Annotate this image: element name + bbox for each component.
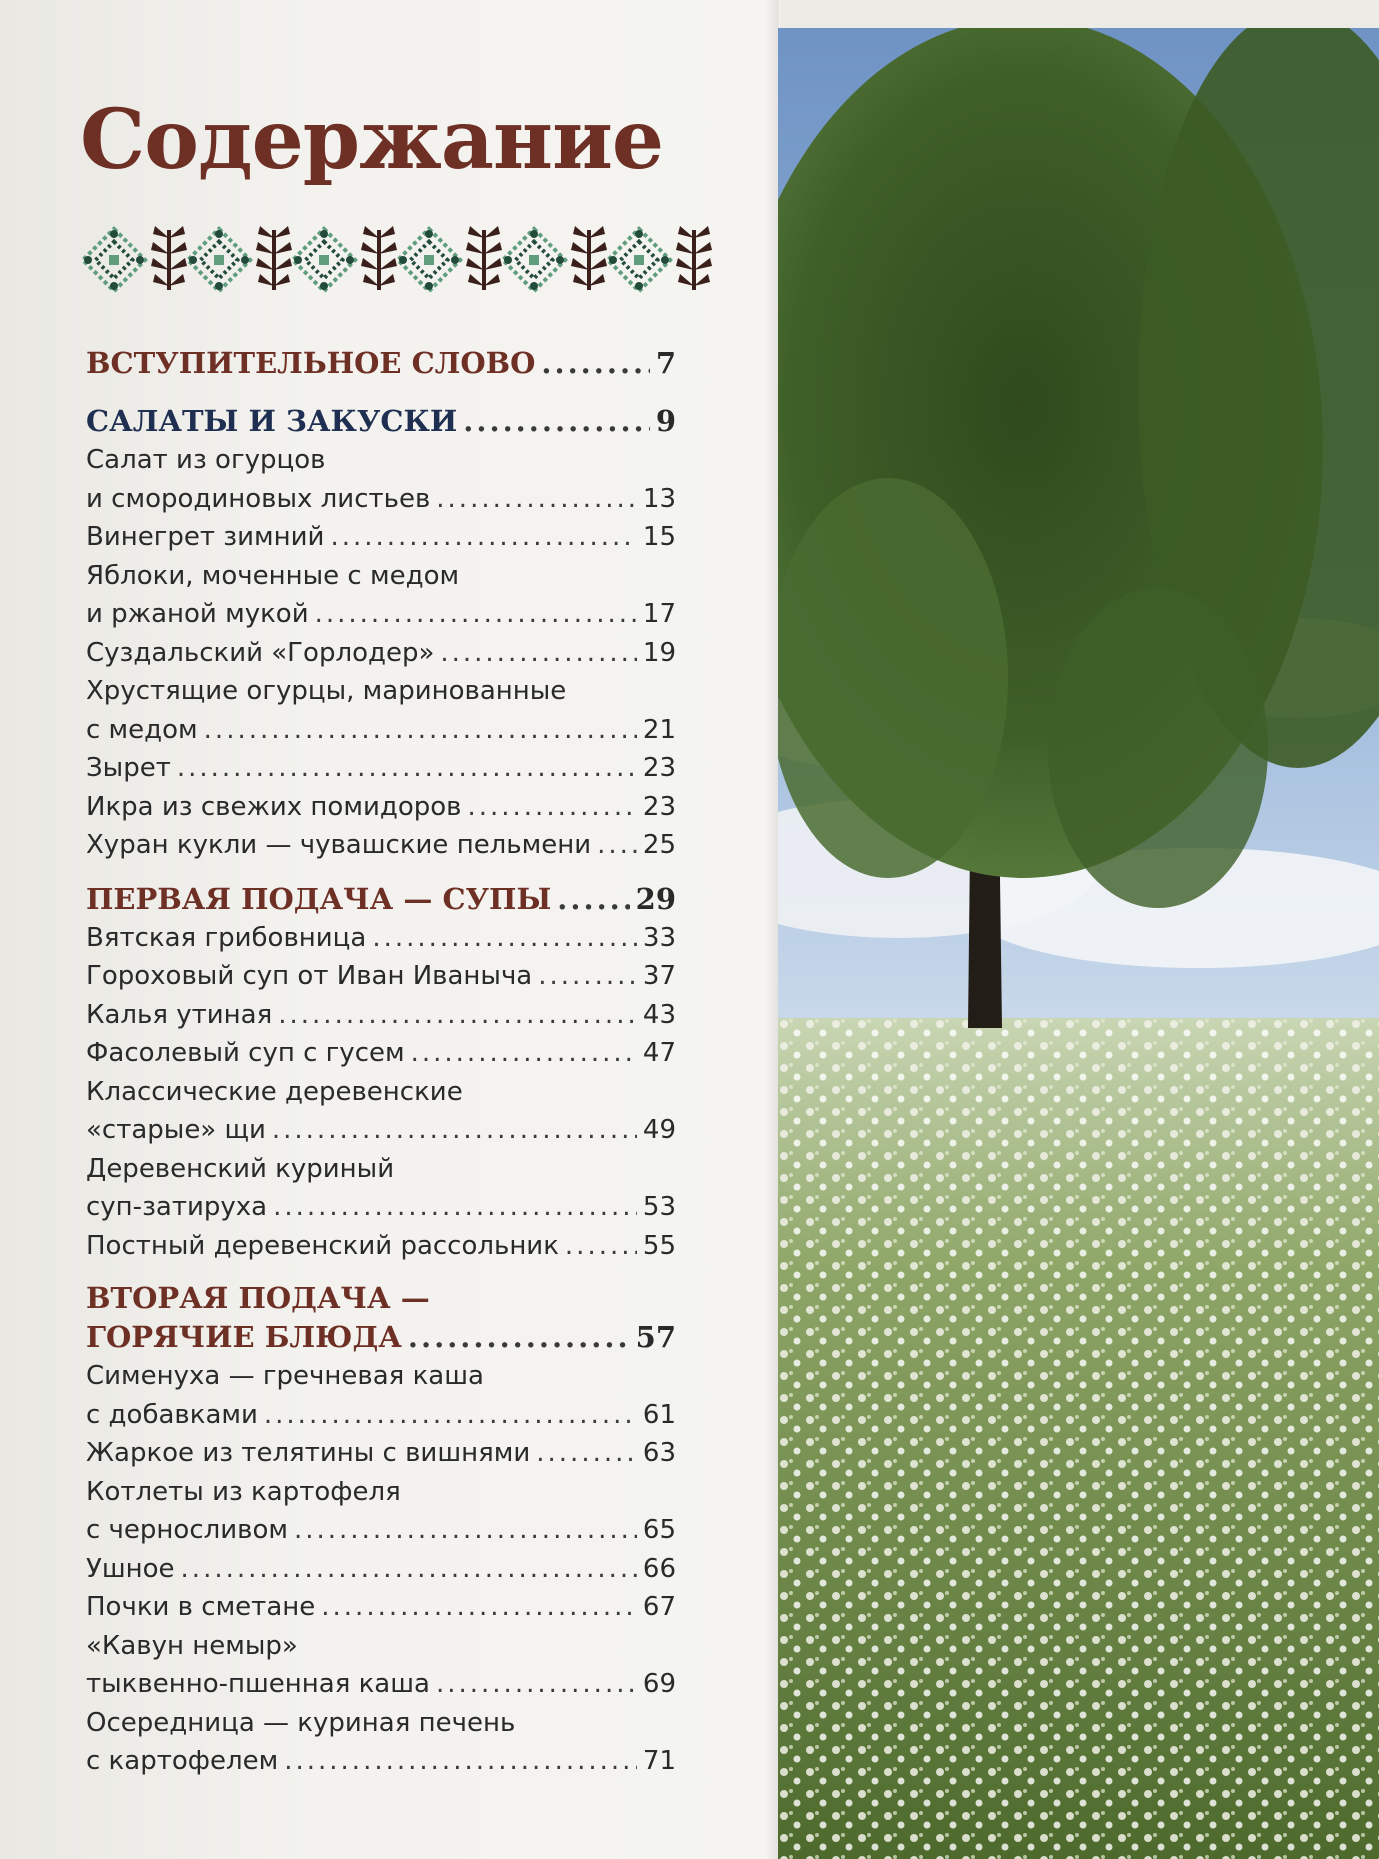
- toc-item[interactable]: [86, 672, 676, 749]
- page-title: Содержание: [80, 92, 664, 188]
- leader-dots: [411, 1034, 637, 1073]
- item-page: 23: [642, 791, 676, 822]
- toc-item[interactable]: [86, 957, 676, 996]
- leader-dots: [408, 1317, 630, 1357]
- item-title: Постный деревенский рассольник: [86, 1230, 559, 1261]
- toc-section-intro[interactable]: [86, 343, 676, 383]
- item-page: 15: [642, 522, 676, 552]
- item-page: 13: [642, 483, 676, 514]
- item-page: 55: [642, 1230, 676, 1261]
- toc-section-hot[interactable]: [86, 1279, 676, 1357]
- item-page: 71: [642, 1746, 676, 1776]
- item-title: Зырет: [86, 753, 171, 783]
- toc-item[interactable]: [86, 1473, 676, 1550]
- item-title-line1: Котлеты из картофеля: [86, 1476, 401, 1507]
- toc-item[interactable]: [86, 826, 676, 865]
- item-title: Жаркое из телятины с вишнями: [86, 1438, 531, 1468]
- leader-dots: [436, 480, 637, 519]
- item-title-line2: и ржаной мукой: [86, 599, 309, 629]
- toc-item[interactable]: [86, 1073, 676, 1150]
- item-title: Калья утиная: [86, 999, 273, 1030]
- item-title-line2: с картофелем: [86, 1746, 279, 1776]
- item-title: Суздальский «Горлодер»: [86, 637, 435, 668]
- item-page: 37: [642, 961, 676, 991]
- item-page: 47: [642, 1038, 676, 1068]
- item-title-line2: с черносливом: [86, 1515, 288, 1545]
- item-title: Икра из свежих помидоров: [86, 791, 462, 822]
- leader-dots: [315, 595, 637, 634]
- toc-item[interactable]: [86, 1150, 676, 1227]
- toc-item[interactable]: [86, 788, 676, 827]
- leader-dots: [538, 957, 637, 996]
- item-title-line2: и смородиновых листьев: [86, 483, 431, 514]
- item-page: 17: [642, 599, 676, 629]
- section-label-line2: ГОРЯЧИЕ БЛЮДА: [86, 1320, 402, 1354]
- toc-item[interactable]: [86, 634, 676, 673]
- toc-item[interactable]: [86, 1227, 676, 1266]
- item-title-line1: Осередница — куриная печень: [86, 1707, 516, 1738]
- leader-dots: [264, 1396, 637, 1435]
- item-page: 23: [642, 753, 676, 783]
- leader-dots: [597, 826, 637, 865]
- leader-dots: [273, 1188, 637, 1227]
- leader-dots: [204, 711, 637, 750]
- item-page: 21: [642, 714, 676, 745]
- item-title: Почки в сметане: [86, 1592, 316, 1622]
- item-page: 33: [642, 922, 676, 953]
- toc-item[interactable]: [86, 1588, 676, 1627]
- item-page: 65: [642, 1515, 676, 1545]
- item-title-line1: Деревенский куриный: [86, 1153, 395, 1184]
- toc-item[interactable]: [86, 919, 676, 958]
- toc-item[interactable]: [86, 518, 676, 557]
- item-page: 25: [642, 830, 676, 860]
- item-title: Ушное: [86, 1553, 175, 1584]
- toc-section-soups[interactable]: [86, 879, 676, 919]
- item-page: 53: [642, 1192, 676, 1222]
- item-title-line2: «старые» щи: [86, 1115, 266, 1145]
- toc-section-salads[interactable]: [86, 401, 676, 441]
- item-title: Гороховый суп от Иван Иваныча: [86, 961, 533, 991]
- toc-item[interactable]: [86, 557, 676, 634]
- leader-dots: [565, 1227, 637, 1266]
- section-label: ВСТУПИТЕЛЬНОЕ СЛОВО: [86, 346, 536, 380]
- item-title-line1: Яблоки, моченные с медом: [86, 560, 460, 591]
- leader-dots: [541, 343, 649, 383]
- leader-dots: [557, 879, 629, 919]
- item-page: 61: [642, 1399, 676, 1430]
- section-label: САЛАТЫ И ЗАКУСКИ: [86, 404, 458, 438]
- item-title-line2: с медом: [86, 714, 198, 745]
- item-title: Хуран кукли — чувашские пельмени: [86, 830, 592, 860]
- item-page: 63: [642, 1438, 676, 1468]
- birch-meadow-photo: [778, 28, 1379, 1859]
- leader-dots: [181, 1550, 637, 1589]
- toc-item[interactable]: [86, 1627, 676, 1704]
- item-title-line1: Хрустящие огурцы, маринованные: [86, 676, 567, 706]
- leader-dots: [177, 749, 637, 788]
- item-title-line2: суп-затируха: [86, 1192, 268, 1222]
- toc-item[interactable]: [86, 1434, 676, 1473]
- leader-dots: [284, 1742, 637, 1781]
- toc-item[interactable]: [86, 1034, 676, 1073]
- section-page: 57: [635, 1320, 676, 1354]
- item-title: Винегрет зимний: [86, 522, 325, 552]
- leader-dots: [436, 1665, 637, 1704]
- item-page: 67: [642, 1592, 676, 1622]
- leader-dots: [536, 1434, 637, 1473]
- item-title-line1: Салат из огурцов: [86, 445, 326, 475]
- item-page: 69: [642, 1669, 676, 1699]
- table-of-contents: [86, 335, 676, 1781]
- item-title: Вятская грибовница: [86, 922, 367, 953]
- leader-dots: [467, 788, 636, 827]
- leader-dots: [272, 1111, 637, 1150]
- item-title: Фасолевый суп с гусем: [86, 1038, 405, 1068]
- leader-dots: [372, 919, 637, 958]
- toc-item[interactable]: [86, 1704, 676, 1781]
- section-page: 29: [635, 881, 676, 916]
- toc-item[interactable]: [86, 441, 676, 518]
- toc-item[interactable]: [86, 1550, 676, 1589]
- section-page: 7: [655, 346, 676, 380]
- toc-item[interactable]: [86, 749, 676, 788]
- item-title-line1: Сименуха — гречневая каша: [86, 1361, 484, 1391]
- item-page: 19: [642, 637, 676, 668]
- item-page: 66: [642, 1553, 676, 1584]
- leader-dots: [330, 518, 636, 557]
- section-page: 9: [655, 404, 676, 438]
- item-title-line1: Классические деревенские: [86, 1076, 463, 1107]
- section-label: ПЕРВАЯ ПОДАЧА — СУПЫ: [86, 881, 552, 916]
- leader-dots: [278, 996, 637, 1035]
- section-label-line1: ВТОРАЯ ПОДАЧА —: [86, 1281, 430, 1315]
- item-page: 43: [642, 999, 676, 1030]
- item-title-line2: с добавками: [86, 1399, 258, 1430]
- toc-item[interactable]: [86, 1357, 676, 1434]
- leader-dots: [463, 401, 650, 441]
- toc-item[interactable]: [86, 996, 676, 1035]
- item-page: 49: [642, 1115, 676, 1145]
- item-title-line1: «Кавун немыр»: [86, 1630, 298, 1661]
- leader-dots: [321, 1588, 637, 1627]
- leader-dots: [440, 634, 637, 673]
- embroidery-ornament: [82, 225, 722, 295]
- leader-dots: [294, 1511, 637, 1550]
- page-gutter-shadow: [765, 0, 779, 1859]
- item-title-line2: тыквенно-пшенная каша: [86, 1669, 430, 1699]
